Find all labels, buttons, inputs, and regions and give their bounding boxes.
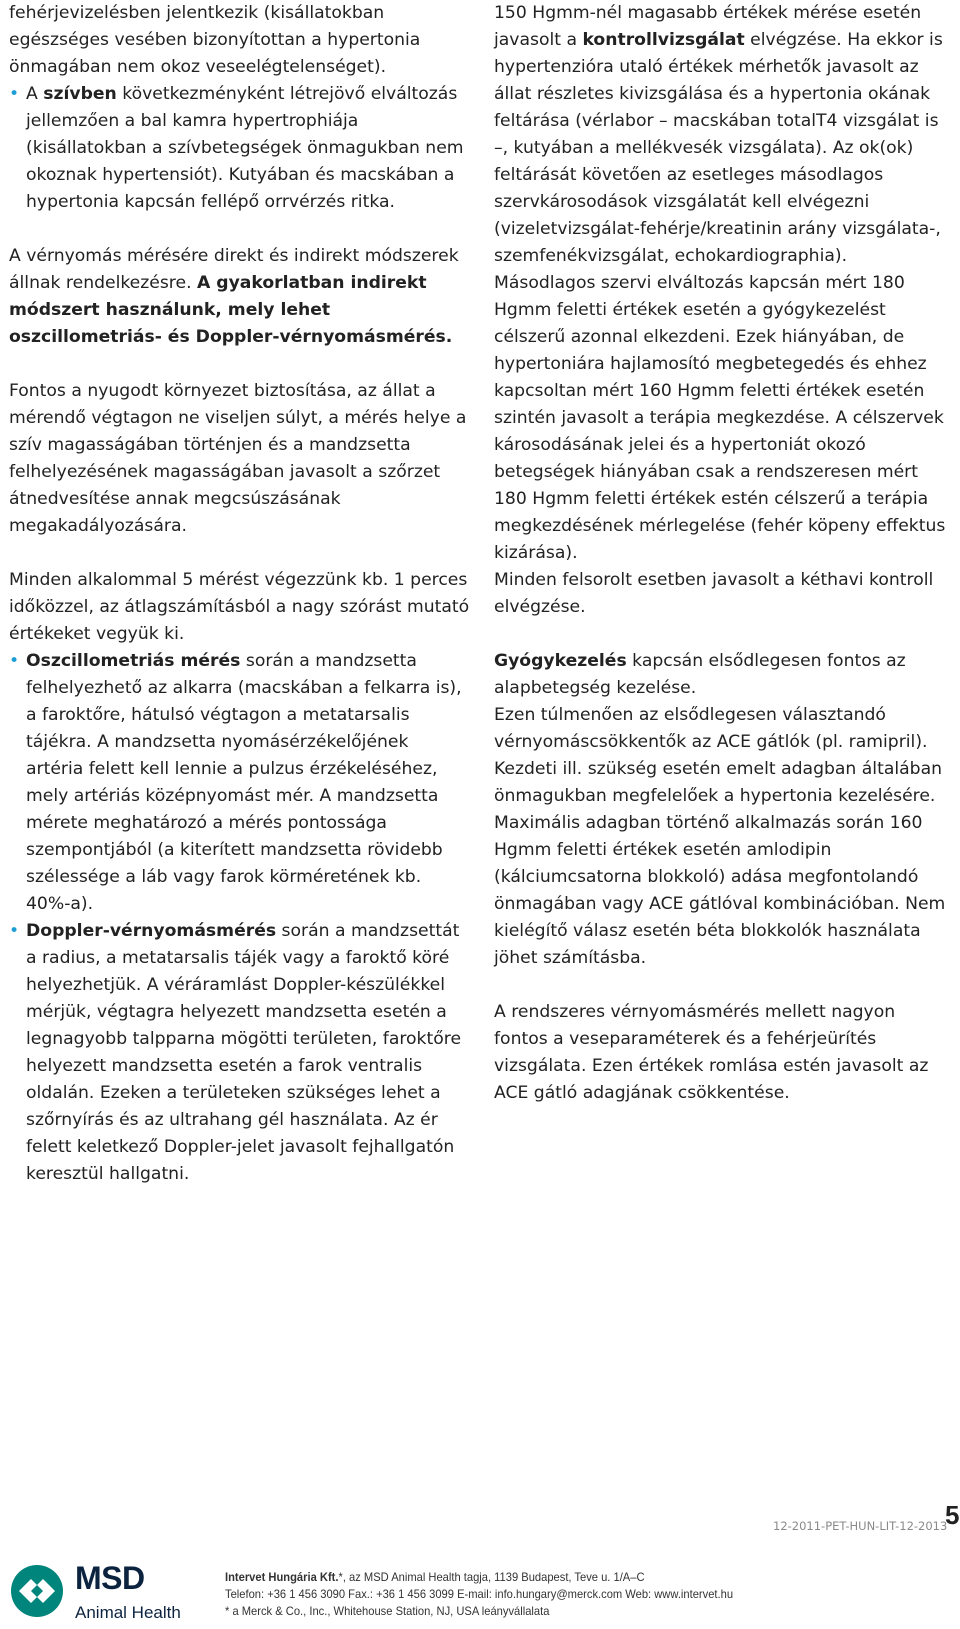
bullet-heart (9, 81, 471, 216)
bullet-dot: • (9, 921, 20, 941)
methods-text: A vérnyomás mérésére direkt és indirekt módszerek állnak rendelkezésre. (9, 246, 459, 293)
paragraph-monitoring: A rendszeres vérnyomásmérés mellett nagyon fontos a veseparaméterek és a fehérjeürítés vizsgálata. Ezen értékek romlása estén javasolt az ACE gátló adagjának csökkentése. (494, 1002, 929, 1103)
oscillometric-text: során a mandzsetta felhelyezhető az alkarra (macskában a felkarra is), a faroktőre, hátulsó végtagon a metatarsalis tájékra. A mandzsetta nyomásérzékelőjének artéria felett kell lennie a pulzus érzékeléséhez, mely artériás középnyomást mér. A mandzsetta mérete meghatározó a mérés pontossága szempontjából (a kiterített mandzsetta rövidebb szélessége a láb vagy farok körméretének kb. 40%-a). (26, 651, 462, 914)
paragraph-organ-damage: Másodlagos szervi elváltozás kapcsán mért 180 Hgmm feletti értékek esetén a gyógykezelést célszerű azonnal elkezdeni. Ezek hiányában, de hypertoniára hajlamosító megbetegedés és ehhez kapcsoltan mért 160 Hgmm feletti értékek esetén szintén javasolt a terápia megkezdése. A célszervek károsodásának jelei és a hypertoniát okozó betegségek hiányában csak a rendszeresen mért 180 Hgmm feletti értékek estén célszerű a terápia megkezdésének mérlegelése (fehér köpeny effektus kizárása). (494, 273, 946, 563)
treatment-text: kapcsán elsődlegesen fontos az alapbetegség kezelése. (494, 651, 906, 698)
paragraph-control (494, 0, 946, 270)
bullet-dot: • (9, 84, 20, 104)
bullet-heart-pre: A (26, 84, 44, 104)
methods-bold: A gyakorlatban indirekt módszert használunk, mely lehet oszcillometriás- és Doppler-vérnyomásmérés. (9, 273, 453, 347)
company-name: Intervet Hungária Kft. (225, 1570, 339, 1584)
doppler-bold: Doppler-vérnyomásmérés (26, 921, 277, 941)
paragraph-measurements: Minden alkalommal 5 mérést végezzünk kb. 1 perces időközzel, az átlagszámításból a nagy szórást mutató értékeket vegyük ki. (9, 570, 470, 644)
bullet-heart-text: következményként létrejövő elváltozás jellemzően a bal kamra hypertrophiája (kisállatokban a szívbetegségek önmagukban nem okoznak hypertensiót). Kutyában és macskában a hypertonia kapcsán fellépő orrvérzés ritka. (26, 84, 464, 212)
left-column (9, 0, 471, 1188)
company-info: *, az MSD Animal Health tagja, 1139 Budapest, Teve u. 1/A–C (338, 1570, 645, 1584)
paragraph-methods (9, 243, 471, 351)
footer-company (225, 1569, 733, 1586)
paragraph-kidney: fehérjevizelésben jelentkezik (kisállatokban egészséges vesében bizonyítottan a hypertonia önmagában nem okoz veseelégtelenséget). (9, 3, 421, 77)
paragraph-treatment (494, 648, 946, 702)
paragraph-ace: Ezen túlmenően az elsődlegesen választandó vérnyomáscsökkentők az ACE gátlók (pl. ramipril). (494, 705, 928, 752)
bullet-doppler (9, 918, 471, 1188)
footer-note: * a Merck & Co., Inc., Whitehouse Station, NJ, USA leányvállalata (225, 1604, 550, 1618)
footer-contact-line: Telefon: +36 1 456 3090 Fax.: +36 1 456 3099 E-mail: info.hungary@merck.com Web: www.intervet.hu (225, 1587, 734, 1601)
bullet-oscillometric (9, 648, 471, 918)
msd-logo (9, 1560, 199, 1629)
control-text: elvégzése. Ha ekkor is hypertenzióra utaló értékek mérhetők javasolt az állat részletes kivizsgálása és a hypertonia okának feltárása (vérlabor – macskában totalT4 vizsgálat is –, kutyában a mellékvesék vizsgálata). Az ok(ok) feltárását követően az esetleges másodlagos szervkárosodások vizsgálatát kell elvégezni (vizeletvizsgálat-fehérje/kreatinin arány vizsgálata-, szemfenékvizsgálat, echokardiographia). (494, 30, 943, 266)
page-number: 5 (945, 1500, 960, 1530)
doppler-text: során a mandzsettát a radius, a metatarsalis tájék vagy a faroktő köré helyezhetjük. A véráramlást Doppler-készülékkel mérjük, végtagra helyezett mandzsetta esetén a legnagyobb talpparna mögötti területen, faroktőre helyezett mandzsetta esetén a farok ventralis oldalán. Ezeken a területeken szükséges lehet a szőrnyírás és az ultrahang gél használata. Az ér felett keletkező Doppler-jelet javasolt fejhallgatón keresztül hallgatni. (26, 921, 462, 1184)
footer-contact (225, 1569, 733, 1620)
control-bold: kontrollvizsgálat (582, 30, 745, 50)
paragraph-environment: Fontos a nyugodt környezet biztosítása, az állat a mérendő végtagon ne viseljen súlyt, a mérés helye a szív magasságában történjen és a mandzsetta felhelyezésének magasságában javasolt a szőrzet átnedvesítése annak megcsúszásának megakadályozására. (9, 381, 467, 536)
bullet-heart-bold: szívben (43, 84, 117, 104)
paragraph-followup: Minden felsorolt esetben javasolt a kéthavi kontroll elvégzése. (494, 570, 934, 617)
msd-logo-text: MSD (75, 1560, 145, 1596)
document-reference: 12-2011-PET-HUN-LIT-12-2013 (773, 1519, 948, 1533)
control-pre: 150 Hgmm-nél magasabb értékek mérése esetén javasolt a (494, 3, 922, 50)
right-column (494, 0, 946, 1107)
paragraph-dosage: Kezdeti ill. szükség esetén emelt adagban általában önmagukban megfelelőek a hypertonia kezelésére. Maximális adagban történő alkalmazás során 160 Hgmm feletti értékek esetén amlodipin (kálciumcsatorna blokkoló) adása megfontolandó önmagában vagy ACE gátlóval kombinációban. Nem kielégítő válasz esetén béta blokkolók használata jöhet számításba. (494, 759, 946, 968)
oscillometric-bold: Oszcillometriás mérés (26, 651, 241, 671)
msd-logo-icon (9, 1563, 65, 1619)
msd-logo-subtext: Animal Health (75, 1603, 181, 1622)
bullet-dot: • (9, 651, 20, 671)
treatment-bold: Gyógykezelés (494, 651, 627, 671)
